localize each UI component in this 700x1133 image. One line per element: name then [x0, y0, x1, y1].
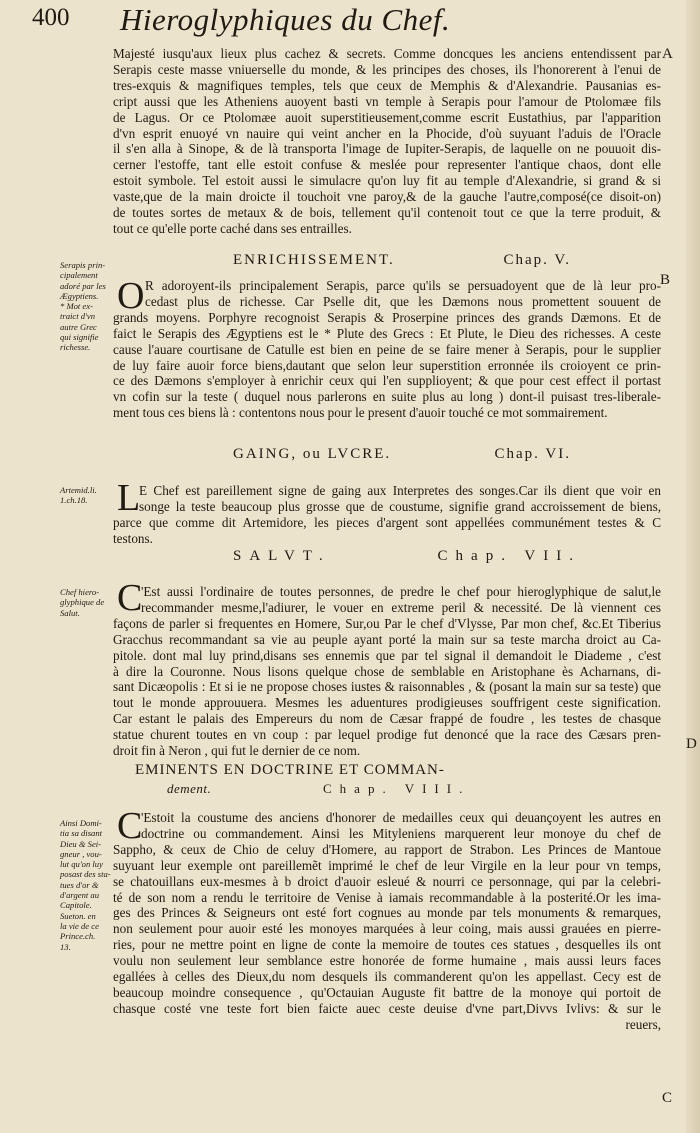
text-line: de Lagus. Or ce Ptolomæe auoit superstitieusement,comme escrit Eustathius, par l'apparition: [113, 109, 661, 125]
text-line: doctrine ou commandement. Ainsi les Mityleniens marquerent leur monoye du chef de: [141, 825, 661, 841]
text-line: ries, pour ne mettre point en ligne de conte la memoire de toutes ces statues , desquelles ils ont: [113, 937, 661, 953]
text-line: ment tous ces biens là : contentons nous pour le present d'auoir touché ce mot sommairement.: [113, 405, 608, 421]
chapter-label: Chap. V.: [503, 252, 571, 268]
drop-cap: L: [117, 477, 141, 519]
text-line: testons.: [113, 530, 153, 546]
text-line: droit fin à Neron , qui fut le dernier de ce nom.: [113, 743, 361, 759]
text-line: 'Estoit la coustume des anciens d'honorer de medailles ceux qui deuançoyent les autres en: [141, 810, 661, 825]
margin-note-artemidore: Artemid.li. 1.ch.18.: [60, 485, 97, 506]
text-line: Car estant le palais des Empereurs du nom de Cæsar frappé de foudre , les testes de chasque: [113, 711, 661, 727]
section-title: SALVT.: [233, 548, 331, 564]
text-line: non seulement pour auoir esté les monoyes marquées à leur coing, mais aussi grauées en pierre-: [113, 921, 661, 937]
text-line: faict le Serapis des Ægyptiens est le * Plute des Grecs : Et Plute, le Dieu des richesses. A ceste: [113, 325, 661, 341]
text-line: de toutes sortes de metaux & de bois, tellement qu'il contenoit tout ce que la terre produit, &: [113, 205, 661, 221]
section-5-text: [113, 805, 661, 1033]
text-line: recommander mesme,l'adiurer, le vouer en extreme peril & necessité. De là viennent ces: [141, 599, 661, 615]
text-line: cerner l'estoffe, tant elle estoit confuse & meslée pour representer l'antique chaos, dont elle: [113, 157, 661, 173]
text-line: tout le monde approuuera. Mesmes les aduentures prodigieuses souffrigent ceste signification.: [113, 695, 661, 711]
chapter-label: Chap. VI.: [494, 446, 571, 462]
section-1-text: [113, 46, 661, 237]
drop-cap: C: [117, 805, 143, 847]
text-line: egallées à celles des Dieux,du nom desquels ils commanderent qu'on les appellast. Cecy est de: [113, 969, 661, 985]
text-line: cause l'auare courtisane de Catulle est bien en peine de se faire mener à Serapis, pour le supplier: [113, 341, 661, 357]
section-3-text: [113, 483, 661, 547]
running-title: Hieroglyphiques du Chef.: [120, 2, 451, 37]
page-edge-shadow: [686, 0, 700, 1133]
section-2-text: [113, 275, 661, 421]
margin-note-serapis: Serapis prin- cipalement adoré par les Ægyptiens. * Mot ex- traict d'vn autre Grec qui signifie richesse.: [60, 260, 106, 353]
text-line: il s'en alla à Sinope, & de là transporta l'image de Iupiter-Serapis, de laquelle on ne pouuoit dis-: [113, 141, 661, 157]
text-line: beaucoup moindre consequence , qu'Octauian Auguste fit battre de la monoye qui portoit de: [113, 984, 661, 1000]
text-line: Majesté iusqu'aux lieux plus cachez & secrets. Comme doncques les anciens entendissent par: [113, 46, 661, 61]
section-4-text: [113, 584, 661, 759]
section-title: ENRICHISSEMENT.: [233, 252, 395, 268]
section-title-continued: dement.: [167, 781, 212, 796]
text-line: Gracchus recommandant sa vie au peuple ayant porté la main sur sa teste marcha droict au Ca-: [113, 631, 661, 647]
running-header: [32, 2, 672, 38]
text-line: songe la teste beaucoup plus grosse que de coustume, signifie grand accroissement de biens,: [139, 498, 661, 514]
text-line: Serapis ceste masse vniuerselle du monde, & les principes des choses, ils l'honorerent à l'enui de: [113, 61, 661, 77]
text-line: R adoroyent-ils principalement Serapis, parce qu'ils se persuadoyent que de là leur pro-: [145, 278, 661, 293]
margin-letter-b: B: [660, 272, 671, 288]
chapter-label: Chap. VIII.: [323, 781, 471, 796]
text-line: vn cofin sur la teste ( duquel nous parlerons en suite plus au long ) dont-il puisast tres-liberale-: [113, 389, 661, 405]
text-line: ce des Dæmons s'employer à enrichir ceux qui l'en supplioyent; & que pour cest effect il portast: [113, 373, 661, 389]
text-line: voulu non seulement leur semblance estre honorée de forme humaine , mais aussi leurs faces: [113, 953, 661, 969]
text-line: ges des Princes & Seigneurs ont esté fort cognues au monde par tels monuments & remarques,: [113, 905, 661, 921]
text-line: vaste,que de la main droicte il touchoit vne paroy,& de la gauche l'autre,composé(ce disoit-on): [113, 189, 661, 205]
section-heading-enrichissement: [113, 252, 661, 272]
text-line: sant Dicæopolis : Et si ie ne propose choses iustes & raisonnables , & (posant la main sur sa teste) que: [113, 679, 661, 695]
text-line: statue churent toutes en vn coup : par lequel prodige fut denoncé que la race des Cæsars pren-: [113, 727, 661, 743]
margin-note-domitian: Ainsi Domi- tia sa disant Dieu & Sei- gneur , vou- lut qu'on luy posast des sta- tues d'or & d'argent au Capitole. Sueton. en la vie de ce Prince.ch. 13.: [60, 818, 111, 952]
text-line: façons de parler si frequentes en Homere, Sur,ou Par le chef d'Vlysse, Par mon chef, &c.Et Tiberius: [113, 615, 661, 631]
text-line: pitole. dont mal luy prind,disans ses ennemis que par tel signal il demandoit le Diademe , c'est: [113, 647, 661, 663]
drop-cap: C: [117, 577, 143, 619]
text-line: grands moyens. Porphyre recognoist Serapis & Proserpine princes des grands Dæmons. Et de: [113, 309, 661, 325]
section-heading-salut: [113, 548, 661, 568]
section-title: GAING, ou LVCRE.: [233, 446, 392, 462]
text-line: d'vn esprit enuoyé vn nauire qui veint ancher en la Phocide, d'où suyuant l'aduis de l'Oracle: [113, 125, 661, 141]
text-line: se chatouillans eux-mesmes à b droict d'auoir esleué & nourri ce personnage, qui par la celebri-: [113, 873, 661, 889]
margin-letter-c: C: [662, 1090, 673, 1106]
text-line: à dire la Couronne. Nous lisons quelque chose de semblable en Aristophane ès Acharnans, di-: [113, 663, 661, 679]
text-line: E Chef est pareillement signe de gaing aux Interpretes des songes.Car ils dient que voir en: [139, 483, 661, 498]
margin-note-chef-hieroglyphique: Chef hiero- glyphique de Salut.: [60, 587, 105, 618]
section-heading-gaing: [113, 446, 661, 466]
text-line: té de son nom a rendu le territoire de Venise à iamais recommandable à la posterité.Or les ima-: [113, 889, 661, 905]
text-line: tres-exquis & magnifiques temples, tels que ceux de Memphis & d'Alexandrie. Pausanias es-: [113, 77, 661, 93]
text-line: tout ce qu'elle porte caché dans ses entrailles.: [113, 220, 352, 236]
drop-cap: O: [117, 275, 145, 317]
text-line: cedast plus de richesse. Car Pselle dit, que les Dæmons nous promettent souuent de: [145, 293, 661, 309]
chapter-label: Chap. VII.: [437, 548, 581, 564]
section-heading-eminents: [113, 762, 661, 802]
text-line: Sappho, & ceux de Chio de celuy d'Homere, au rapport de Strabon. Les Princes de Mantoue: [113, 841, 661, 857]
text-line: de luy faire auoir force biens,dautant que selon leur superstition erronnée ils croioyent ce prin-: [113, 357, 661, 373]
text-line: chasque costé vne teste fort bien faicte auec ceste deuise d'vne part,Divvs Ivlivs: & sur le: [113, 1000, 661, 1016]
text-line: estoit symbole. Tel estoit aussi le simulacre qu'on luy fit au temple d'Alexandrie, si grand & si: [113, 173, 661, 189]
catchword: reuers,: [625, 1016, 661, 1032]
text-line: cript aussi que les Atheniens auoyent basti vn temple à Serapis pour l'amour de Ptolomæe fils: [113, 93, 661, 109]
page-number: 400: [32, 4, 70, 31]
text-line: suyuant leur exemple ont pareillemẽt imprimé le chef de leur Virgile en la leur pour vn temps,: [113, 857, 661, 873]
section-title: EMINENTS EN DOCTRINE ET COMMAN-: [135, 762, 445, 778]
margin-letter-a: A: [662, 46, 673, 62]
text-line: 'Est aussi l'ordinaire de toutes personnes, de predre le chef pour hieroglyphique de salut,le: [141, 584, 661, 599]
text-line: parce que comme dit Artemidore, les pieces d'argent sont appellées communément testes & C: [113, 514, 661, 530]
margin-letter-d: D: [686, 736, 697, 752]
